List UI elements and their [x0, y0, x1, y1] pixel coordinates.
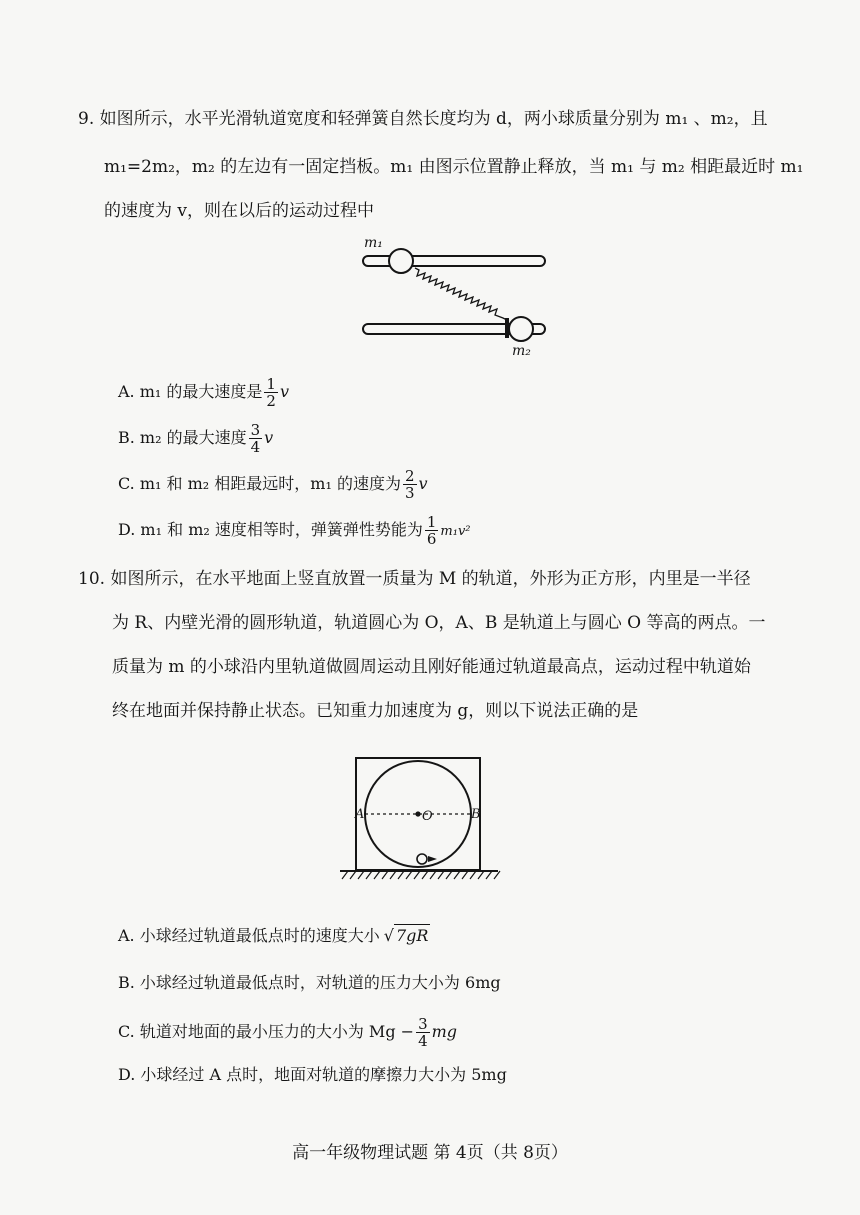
q10-option-c-var: mg: [431, 1022, 458, 1041]
q10-option-b-text: B. 小球经过轨道最低点时，对轨道的压力大小为 6mg: [118, 973, 501, 992]
fraction-denominator: 2: [266, 392, 276, 410]
fraction-numerator: 3: [250, 421, 261, 439]
q10-option-a-text: A. 小球经过轨道最低点时的速度大小: [118, 926, 380, 945]
q10-option-a-sqrt: 7gR: [395, 926, 429, 945]
q10-line-3: 质量为 m 的小球沿内里轨道做圆周运动且刚好能通过轨道最高点，运动过程中轨道始: [112, 657, 751, 677]
q10-option-a[interactable]: A. 小球经过轨道最低点时的速度大小 √ 7gR: [118, 926, 429, 945]
q9-text-1: 如图所示，水平光滑轨道宽度和轻弹簧自然长度均为 d，两小球质量分别为 m₁ 、m₂，且: [99, 109, 768, 129]
q9-line-3: 的速度为 v，则在以后的运动过程中: [104, 201, 375, 221]
fraction-numerator: 2: [404, 467, 415, 485]
q10-line-2: 为 R、内壁光滑的圆形轨道，轨道圆心为 O，A、B 是轨道上与圆心 O 等高的两点。一: [112, 613, 766, 633]
q9-option-d[interactable]: [118, 514, 471, 547]
q9-option-a-text: A. m₁ 的最大速度是: [118, 382, 263, 401]
q10-line-1: [78, 568, 751, 590]
fraction-denominator: 3: [404, 484, 415, 502]
q9-line-1: [78, 108, 768, 130]
q10-option-c[interactable]: [118, 1016, 457, 1049]
q10-label-o: O: [422, 809, 433, 824]
q10-line-4: 终在地面并保持静止状态。已知重力加速度为 g，则以下说法正确的是: [112, 701, 639, 721]
fraction-numerator: 1: [426, 513, 437, 531]
q9-option-d-var: m₁v²: [440, 524, 471, 539]
q10-label-a: A: [355, 807, 365, 822]
q9-label-m2: m₂: [512, 343, 531, 359]
q9-option-c-text: C. m₁ 和 m₂ 相距最远时，m₁ 的速度为: [118, 474, 401, 493]
q9-option-c-var: v: [418, 474, 428, 493]
q9-option-b-var: v: [264, 428, 274, 447]
q9-option-a-frac: [264, 376, 278, 409]
q9-option-d-text: D. m₁ 和 m₂ 速度相等时，弹簧弹性势能为: [118, 520, 423, 539]
q9-label-m1: m₁: [364, 235, 383, 251]
fraction-numerator: 3: [418, 1015, 428, 1033]
q9-option-a-var: v: [279, 382, 289, 401]
q9-number: 9.: [78, 109, 95, 129]
q10-label-b: B: [471, 807, 481, 822]
fraction-numerator: 1: [266, 375, 276, 393]
q9-option-b[interactable]: [118, 422, 273, 455]
q10-option-b[interactable]: [118, 972, 501, 994]
q10-option-d-text: D. 小球经过 A 点时，地面对轨道的摩擦力大小为 5mg: [118, 1065, 507, 1084]
fraction-denominator: 4: [250, 438, 261, 456]
q9-option-c[interactable]: [118, 468, 428, 501]
q10-text-1: 如图所示，在水平地面上竖直放置一质量为 M 的轨道，外形为正方形，内里是一半径: [110, 569, 751, 589]
fraction-denominator: 4: [418, 1032, 428, 1050]
q10-option-c-frac: [416, 1016, 430, 1049]
q9-option-b-text: B. m₂ 的最大速度: [118, 428, 247, 447]
q9-option-a[interactable]: [118, 376, 289, 409]
page-footer: 高一年级物理试题 第 4页（共 8页）: [292, 1143, 568, 1163]
q9-option-b-frac: [249, 422, 263, 455]
q10-number: 10.: [78, 569, 106, 589]
q9-line-2: m₁=2m₂，m₂ 的左边有一固定挡板。m₁ 由图示位置静止释放，当 m₁ 与 m₂ 相距最近时 m₁: [104, 157, 804, 177]
q10-option-d[interactable]: [118, 1064, 507, 1086]
q9-option-c-frac: [403, 468, 417, 501]
q9-option-d-frac: [425, 514, 439, 547]
q10-option-c-text: C. 轨道对地面的最小压力的大小为 Mg −: [118, 1022, 415, 1041]
fraction-denominator: 6: [426, 530, 437, 548]
